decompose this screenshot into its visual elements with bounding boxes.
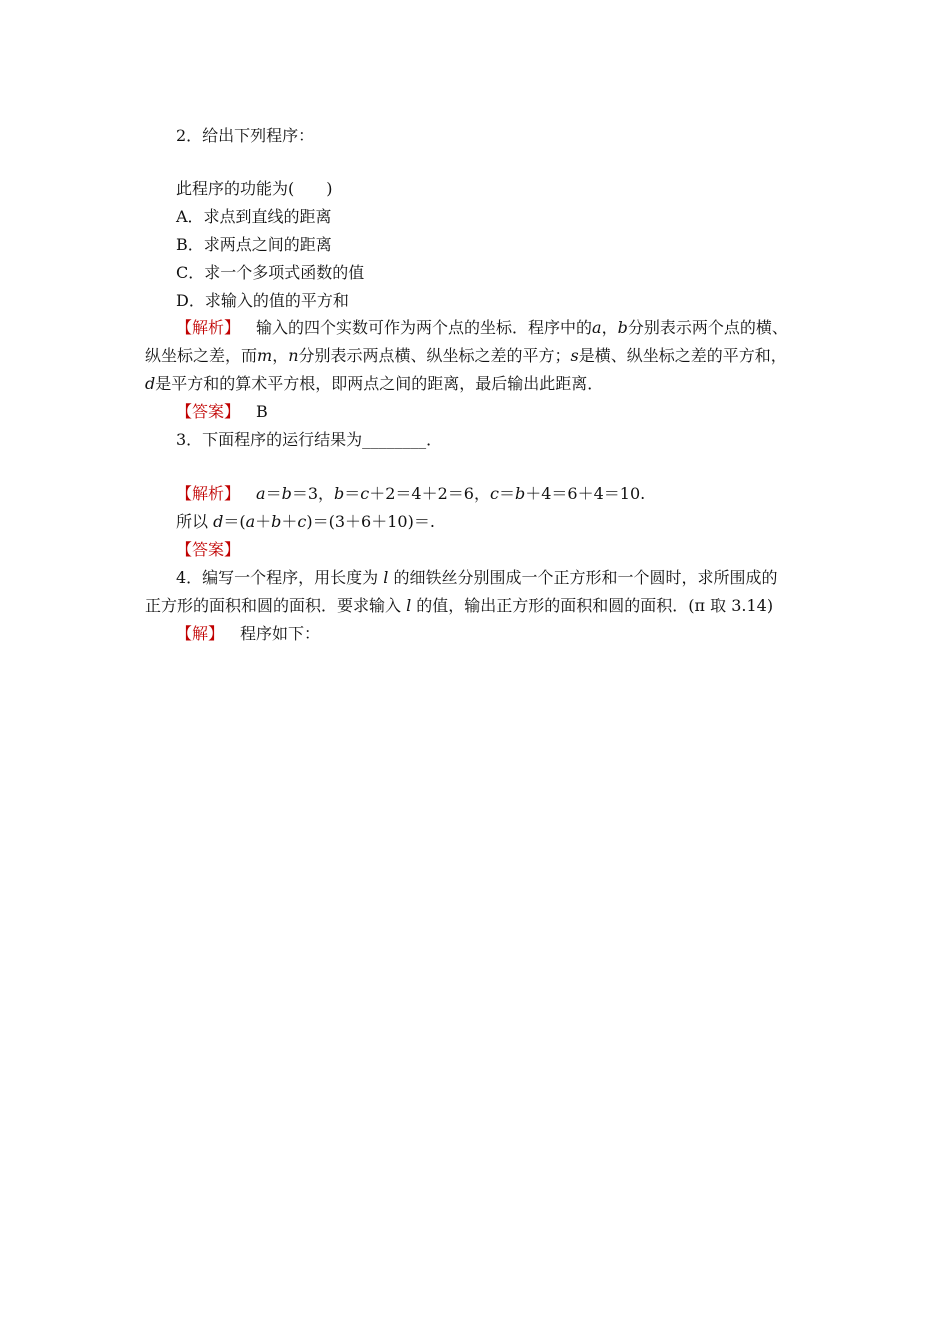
var-l: l: [406, 596, 412, 615]
q2-analysis-line-2: [145, 346, 787, 366]
analysis-text: )＝(3＋6＋10)＝.: [306, 512, 435, 531]
q2-answer: [176, 402, 268, 422]
var-a: a: [245, 512, 256, 531]
var-c: c: [489, 484, 499, 503]
q2-prompt: 此程序的功能为( ): [176, 179, 333, 198]
answer-tag: 【答案】: [176, 540, 241, 559]
solution-text: 程序如下：: [240, 624, 321, 643]
analysis-text: 是横、纵坐标之差的平方和，: [578, 346, 787, 365]
analysis-tag: 【解析】: [176, 484, 241, 503]
var-b: b: [271, 512, 282, 531]
q4-line-2: [145, 596, 773, 616]
var-a: a: [256, 484, 266, 503]
question-text: 的值，输出正方形的面积和圆的面积．(π 取 3.14): [411, 596, 774, 615]
q4-line-1: [176, 568, 778, 588]
q3-analysis-line-1: [176, 484, 645, 504]
q2-heading: 2．给出下列程序：: [176, 126, 315, 145]
analysis-text: ＋: [281, 512, 298, 531]
var-m: m: [257, 346, 273, 365]
analysis-text: ，: [272, 346, 289, 365]
analysis-text: ＋4＝6＋4＝10.: [525, 484, 646, 503]
analysis-text: ＝: [344, 484, 361, 503]
analysis-text: ＝: [498, 484, 515, 503]
q2-option-d: D．求输入的值的平方和: [176, 291, 349, 310]
var-a: a: [592, 318, 602, 337]
analysis-tag: 【解析】: [176, 318, 241, 337]
var-l: l: [383, 568, 389, 587]
q3-heading: 3．下面程序的运行结果为________．: [176, 430, 443, 449]
analysis-text: 是平方和的算术平方根，即两点之间的距离，最后输出此距离．: [155, 374, 604, 393]
analysis-text: 所以: [176, 512, 214, 531]
solution-tag: 【解】: [176, 624, 225, 643]
var-s: s: [570, 346, 579, 365]
analysis-text: ＝: [265, 484, 282, 503]
var-b: b: [617, 318, 628, 337]
q3-analysis-line-2: [176, 512, 435, 532]
var-d: d: [145, 374, 156, 393]
analysis-text: 纵坐标之差，而: [145, 346, 258, 365]
var-b: b: [281, 484, 292, 503]
var-c: c: [297, 512, 307, 531]
analysis-text: 输入的四个实数可作为两个点的坐标．程序中的: [256, 318, 593, 337]
question-text: 的细铁丝分别围成一个正方形和一个圆时，求所围成的: [388, 568, 778, 587]
q2-option-b: B．求两点之间的距离: [176, 235, 332, 254]
analysis-text: ＝3，: [291, 484, 335, 503]
analysis-text: ＝(: [223, 512, 246, 531]
answer-tag: 【答案】: [176, 402, 241, 421]
answer-value: B: [256, 402, 268, 421]
question-text: 4．编写一个程序，用长度为: [176, 568, 384, 587]
var-d: d: [213, 512, 224, 531]
q4-solution: [176, 624, 320, 644]
q2-analysis-line-3: [145, 374, 603, 394]
var-c: c: [360, 484, 370, 503]
analysis-text: 分别表示两点横、纵坐标之差的平方；: [298, 346, 571, 365]
question-text: 正方形的面积和圆的面积．要求输入: [145, 596, 407, 615]
analysis-text: ，: [601, 318, 618, 337]
q2-option-a: A．求点到直线的距离: [176, 207, 332, 226]
var-n: n: [288, 346, 299, 365]
q3-answer: [176, 540, 256, 560]
var-b: b: [334, 484, 345, 503]
q2-option-c: C．求一个多项式函数的值: [176, 263, 365, 282]
var-b: b: [514, 484, 526, 503]
analysis-text: 分别表示两个点的横、: [627, 318, 788, 337]
analysis-text: ＋2＝4＋2＝6，: [369, 484, 490, 503]
q2-analysis-line-1: [176, 318, 788, 338]
analysis-text: ＋: [255, 512, 272, 531]
